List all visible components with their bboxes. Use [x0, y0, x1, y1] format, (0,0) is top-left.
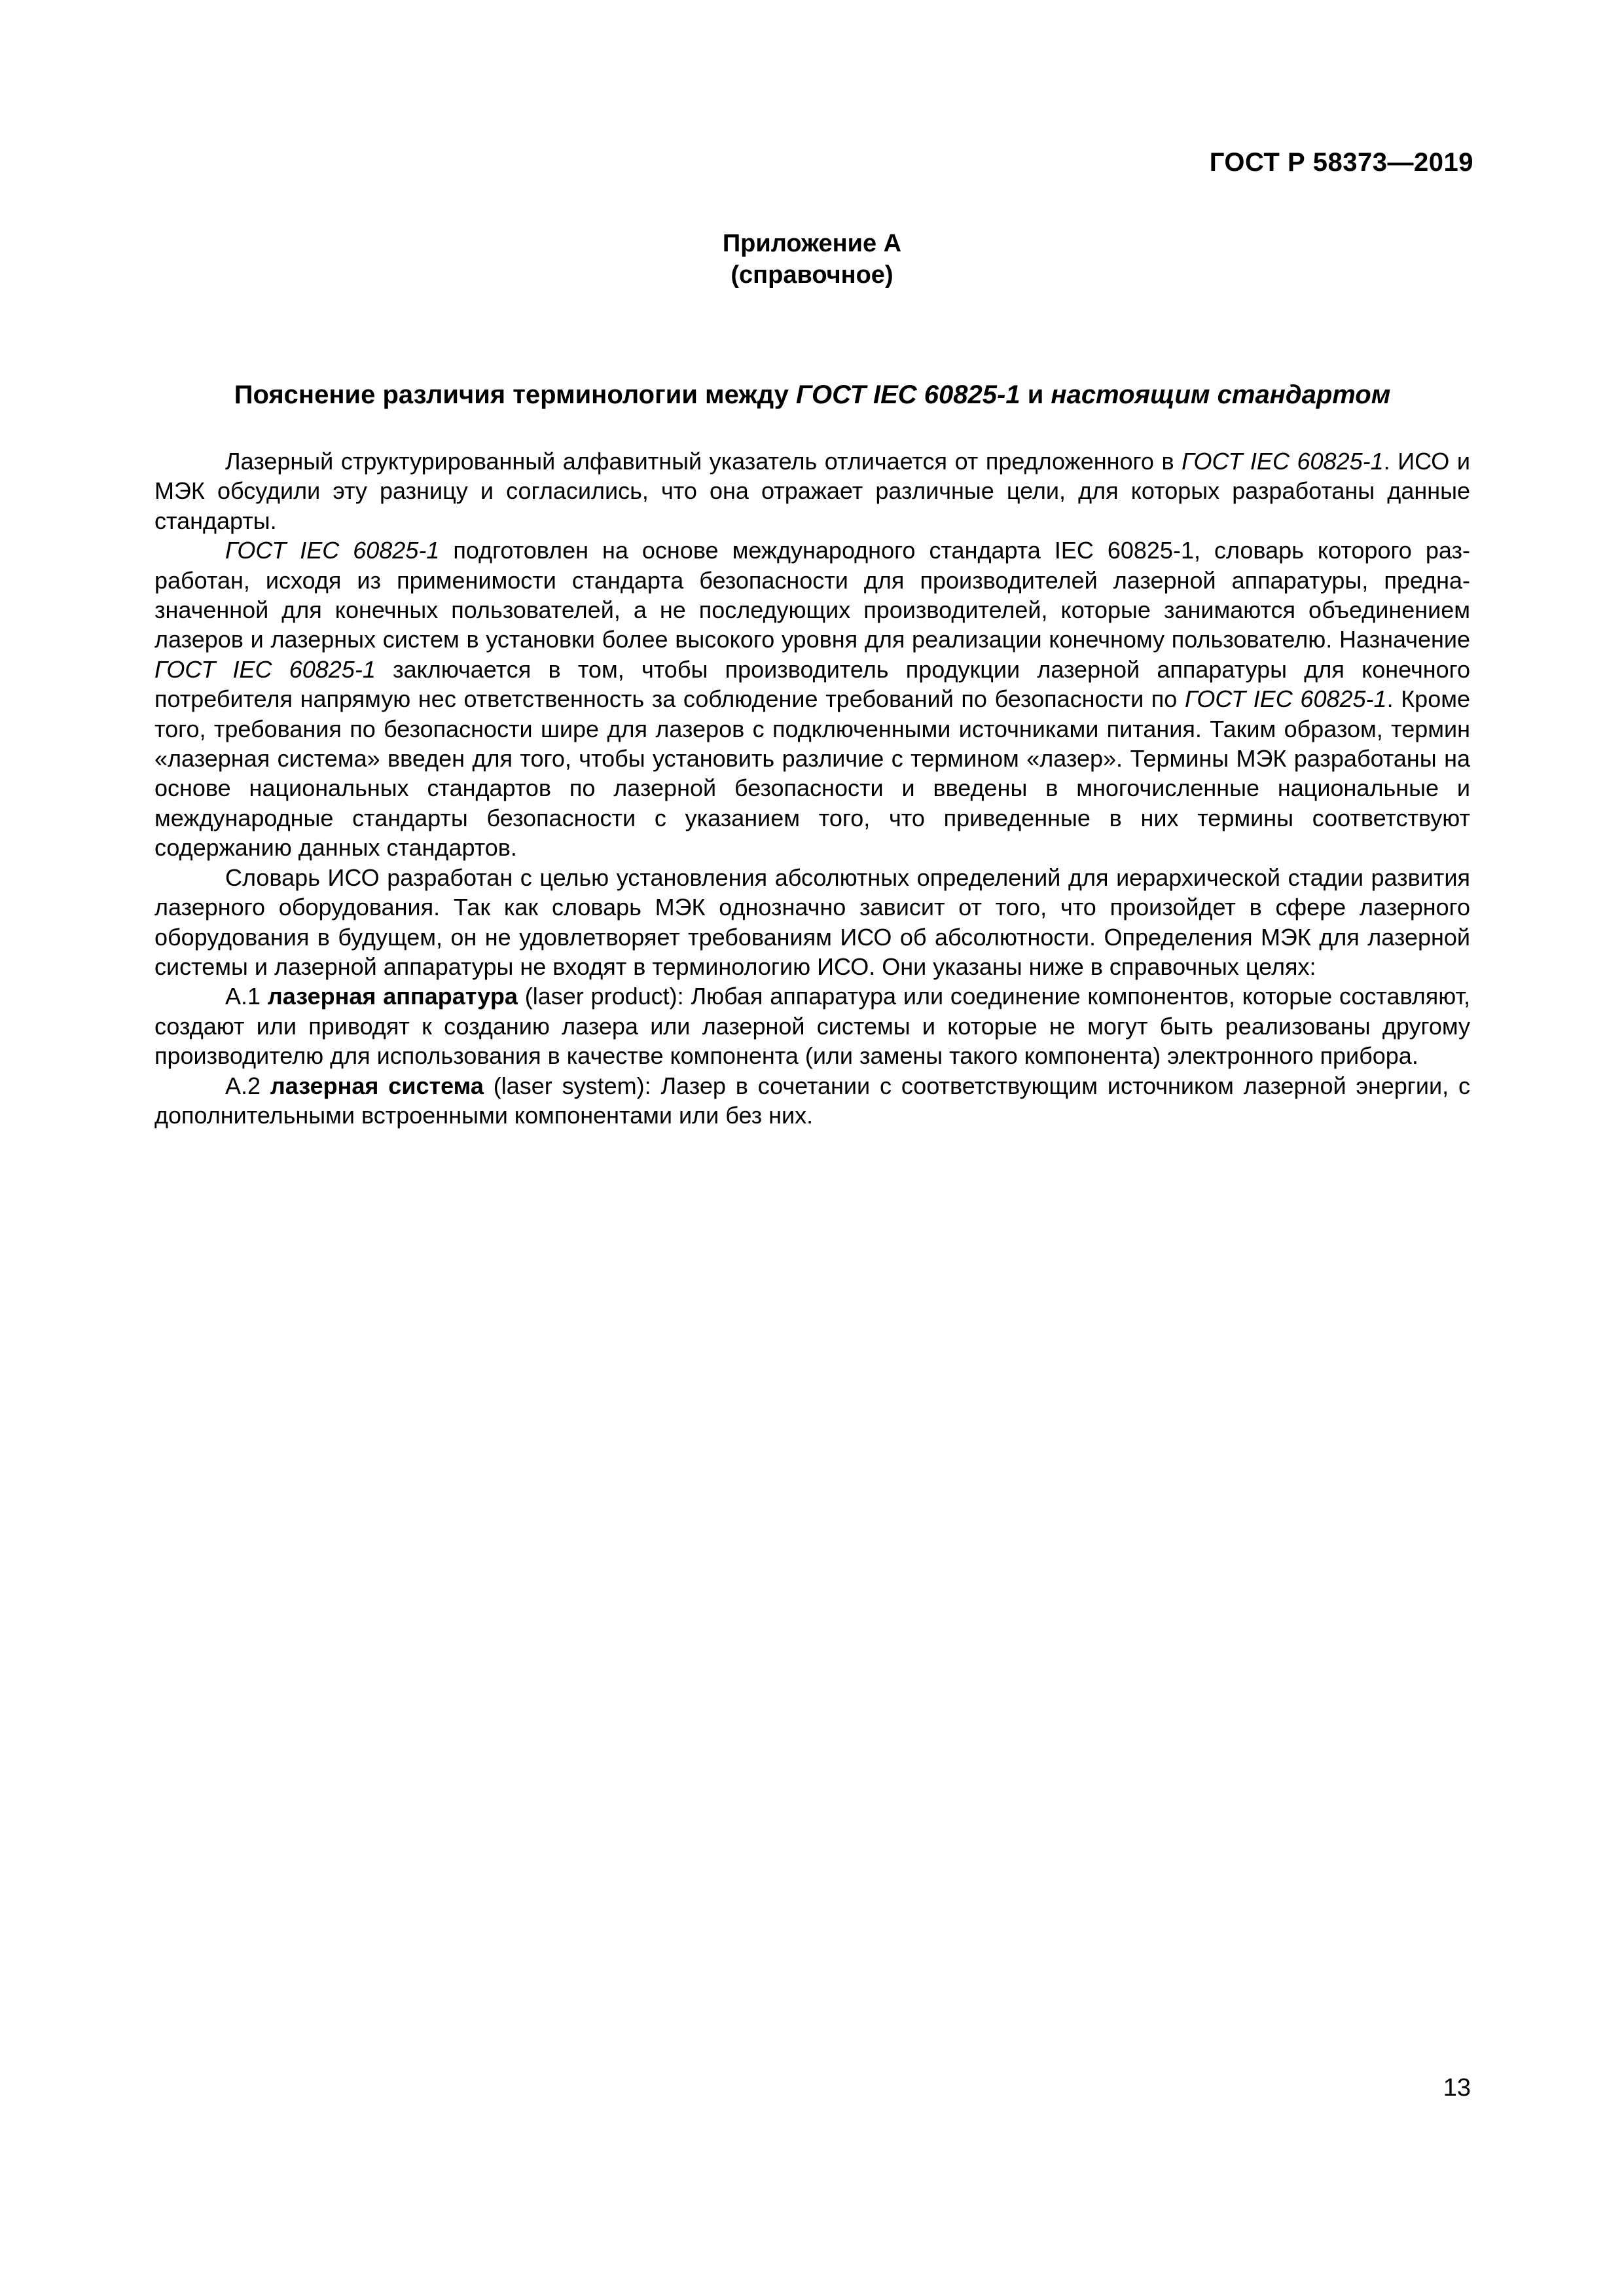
- paragraph-2-text-1: подготовлен на основе международного стандарта IEC 60825-1, словарь которого разработан, исходя из применимости стандарта безопасности для производителей лазерной аппаратуры, предназначенной для конечных пользователей, а не последующих производителей, которые занимаются объединением лазеров и лазерных систем в установки более высокого уровня для реализации конечному пользователю. Назначение: [154, 537, 1470, 653]
- definition-a1-text: (laser product): Любая аппаратура или соединение компонентов, которые составляют, создают или приводят к созданию лазера или лазерной системы и которые не могут быть реализованы другому производителю для использования в качестве компонента (или замены такого компонента) электронного прибора.: [154, 983, 1470, 1070]
- title-part-4: настоящим стандартом: [1051, 380, 1391, 409]
- definition-a2-term: лазерная система: [270, 1072, 484, 1099]
- body-text: [154, 446, 1470, 1130]
- standard-reference: ГОСТ IEC 60825-1: [154, 655, 376, 683]
- definition-a2-number: А.2: [225, 1072, 270, 1099]
- definition-a1-number: А.1: [225, 983, 268, 1010]
- page-number: 13: [1443, 2074, 1471, 2102]
- paragraph-2-text-3: . Кроме того, требования по безопасности шире для лазеров с подключенными источниками питания. Таким образом, термин «лазерная система» введен для того, чтобы установить различие с термином «лазер». Термины МЭК разработаны на основе национальных стандартов по лазерной безопасности и введены в многочисленные национальные и международные стандарты безопасности с указанием того, что приведенные в них термины соответствуют содержанию данных стандартов.: [154, 685, 1470, 862]
- standard-reference: ГОСТ IEC 60825-1: [1182, 448, 1384, 475]
- definition-a1-term: лазерная аппаратура: [267, 983, 518, 1010]
- appendix-label: Приложение А: [722, 230, 902, 257]
- definition-a1: [154, 981, 1470, 1070]
- definition-a2-text: (laser system): Лазер в сочетании с соответствующим источником лазерной энергии, с дополнительными встроенными компонентами или без них.: [154, 1072, 1470, 1129]
- paragraph-2-text-2: заключается в том, чтобы производитель продукции лазерной аппаратуры для конечного потребителя напрямую нес ответственность за соблюдение требований по безопасности по: [154, 655, 1470, 713]
- paragraph-2: [154, 536, 1470, 862]
- appendix-type: (справочное): [731, 261, 893, 289]
- paragraph-1-text-2: . ИСО и МЭК обсудили эту разницу и согласились, что она отражает различные цели, для которых разработаны данные стандарты.: [154, 448, 1470, 534]
- standard-reference: ГОСТ IEC 60825-1: [1184, 685, 1387, 713]
- paragraph-1: [154, 446, 1470, 536]
- title-reference: ГОСТ IEC 60825-1: [795, 380, 1020, 409]
- definition-a2: [154, 1071, 1470, 1131]
- standard-reference: ГОСТ IEC 60825-1: [225, 537, 440, 564]
- title-part-3: и: [1020, 380, 1051, 409]
- paragraph-1-text-1: Лазерный структурированный алфавитный указатель отличается от предложенного в: [225, 448, 1182, 475]
- document-code: ГОСТ Р 58373—2019: [1209, 148, 1473, 177]
- appendix-title: [154, 378, 1470, 411]
- paragraph-3: Словарь ИСО разработан с целью установления абсолютных определений для иерархической стадии развития лазерного оборудования. Так как словарь МЭК однозначно зависит от того, что произойдет в сфере лазерного оборудования в будущем, он не удовлетворяет требованиям ИСО об абсолютности. Определения МЭК для лазерной системы и лазерной аппаратуры не входят в терминологию ИСО. Они указаны ниже в справочных целях:: [154, 864, 1470, 980]
- appendix-heading: [0, 228, 1624, 291]
- title-part-1: Пояснение различия терминологии между: [234, 380, 796, 409]
